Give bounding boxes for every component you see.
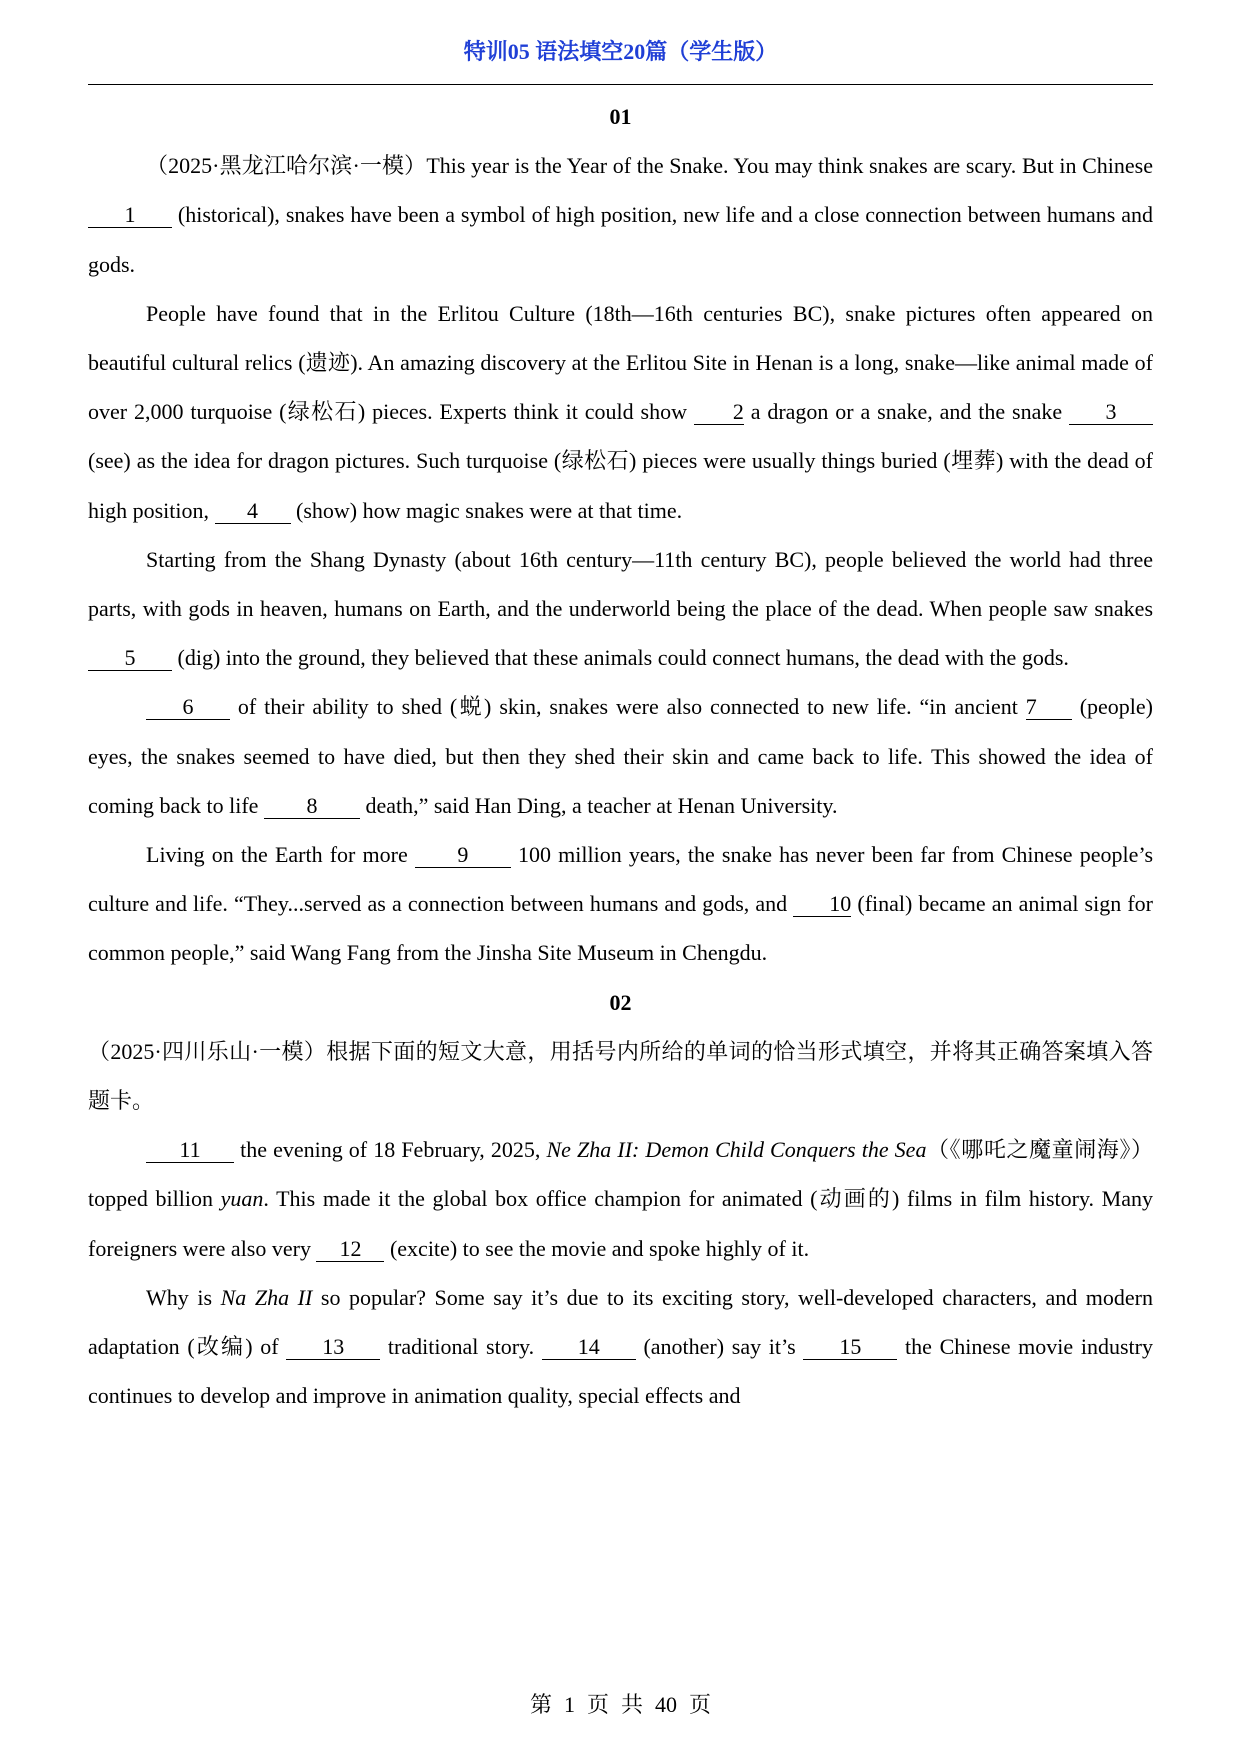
page-total: 40 — [655, 1692, 678, 1717]
paragraph-text: (show) how magic snakes were at that time. — [290, 497, 683, 523]
section-number: 01 — [609, 104, 632, 129]
footer-text: 共 — [621, 1692, 644, 1717]
answer-blank[interactable]: 13 — [286, 1335, 380, 1360]
paragraph — [88, 1125, 1153, 1273]
movie-title: Na Zha II — [220, 1284, 313, 1310]
paragraph — [88, 1273, 1153, 1421]
answer-blank[interactable]: 1 — [88, 203, 172, 228]
section-number: 02 — [609, 989, 632, 1015]
paragraph-text: Living on the Earth for more — [146, 842, 415, 868]
paragraph-text: so popular? Some say it’s due to its exciting story, well-developed characters, and modern adaptation (改编) of — [88, 1284, 1154, 1360]
answer-blank[interactable]: 4 — [215, 499, 291, 524]
paragraph-text: a dragon or a snake, and the snake — [743, 399, 1069, 425]
paragraph — [88, 682, 1153, 830]
paragraph-text: the evening of 18 February, 2025, — [234, 1137, 547, 1163]
paragraph — [88, 535, 1153, 683]
answer-blank[interactable]: 3 — [1069, 400, 1153, 425]
paragraph-text: (dig) into the ground, they believed that these animals could connect humans, the dead with the gods. — [172, 645, 1069, 671]
paragraph-text: of their ability to shed (蜕) skin, snakes were also connected to new life. “in ancient — [230, 694, 1026, 720]
paragraph-text: (historical), snakes have been a symbol of high position, new life and a close connection between humans and gods. — [88, 202, 1153, 277]
paragraph-text: (people) eyes, the snakes seemed to have died, but then they shed their skin and came back to life. This showed the idea of coming back to life — [88, 694, 1153, 818]
document-title: 特训05 语法填空20篇（学生版） — [463, 39, 778, 64]
document-body — [88, 92, 1153, 1420]
paragraph-text: （《哪吒之魔童闹海》）topped billion — [88, 1137, 1153, 1212]
paragraph-text: (excite) to see the movie and spoke highly of it. — [384, 1235, 810, 1261]
page-header — [88, 32, 1153, 85]
answer-blank[interactable]: 12 — [316, 1237, 384, 1262]
paragraph-text: traditional story. — [380, 1334, 542, 1360]
movie-title: Ne Zha II: Demon Child Conquers the Sea — [546, 1137, 927, 1163]
answer-blank[interactable]: 6 — [146, 695, 230, 720]
paragraph-text: (see) as the idea for dragon pictures. Such turquoise (绿松石) pieces were usually things buried (埋葬) with the dead of high position, — [88, 448, 1153, 523]
answer-blank[interactable]: 14 — [542, 1335, 636, 1360]
section-instructions: （2025·四川乐山·一模）根据下面的短文大意，用括号内所给的单词的恰当形式填空，并将其正确答案填入答题卡。 — [88, 1038, 1153, 1114]
footer-text: 页 — [586, 1692, 609, 1717]
answer-blank[interactable]: 2 — [694, 400, 744, 425]
paragraph-text: People have found that in the Erlitou Culture (18th—16th centuries BC), snake pictures often appeared on beautiful cultural relics (遗迹). An amazing discovery at the Erlitou Site in Henan is a long, snake—like animal made of over 2,000 turquoise (绿松石) pieces. Experts think it could show — [88, 300, 1153, 425]
footer-text: 第 — [529, 1692, 552, 1717]
answer-blank[interactable]: 10 — [793, 892, 851, 917]
paragraph — [88, 830, 1153, 978]
paragraph-text: (final) became an animal sign for common people,” said Wang Fang from the Jinsha Site Museum in Chengdu. — [88, 891, 1153, 966]
footer-text: 页 — [689, 1692, 712, 1717]
page-footer — [0, 1688, 1241, 1719]
page-number: 1 — [563, 1692, 575, 1717]
paragraph-text: (another) say it’s — [635, 1334, 804, 1360]
answer-blank[interactable]: 15 — [803, 1335, 897, 1360]
paragraph-text: death,” said Han Ding, a teacher at Henan University. — [359, 792, 838, 818]
answer-blank[interactable]: 11 — [146, 1138, 234, 1163]
answer-blank[interactable]: 8 — [264, 794, 360, 819]
paragraph — [88, 289, 1153, 535]
paragraph-text: . This made it the global box office champion for animated (动画的) films in film history. Many foreigners were also very — [88, 1186, 1154, 1261]
paragraph-text-italic: yuan — [220, 1186, 264, 1212]
answer-blank[interactable]: 7 — [1026, 695, 1072, 720]
paragraph-text: Why is — [146, 1284, 221, 1310]
paragraph-text: the Chinese movie industry continues to develop and improve in animation quality, special effects and — [88, 1334, 1153, 1409]
paragraph-text: 100 million years, the snake has never been far from Chinese people’s culture and life. “They...served as a connection between humans and gods, and — [88, 842, 1154, 917]
answer-blank[interactable]: 9 — [415, 843, 511, 868]
paragraph-text: （2025·黑龙江哈尔滨·一模）This year is the Year of the Snake. You may think snakes are scary. But in Chinese — [146, 153, 1153, 179]
paragraph-text: Starting from the Shang Dynasty (about 16th century—11th century BC), people believed the world had three parts, with gods in heaven, humans on Earth, and the underworld being the place of the dead. When people saw snakes — [88, 546, 1153, 622]
answer-blank[interactable]: 5 — [88, 646, 172, 671]
paragraph — [88, 141, 1153, 289]
